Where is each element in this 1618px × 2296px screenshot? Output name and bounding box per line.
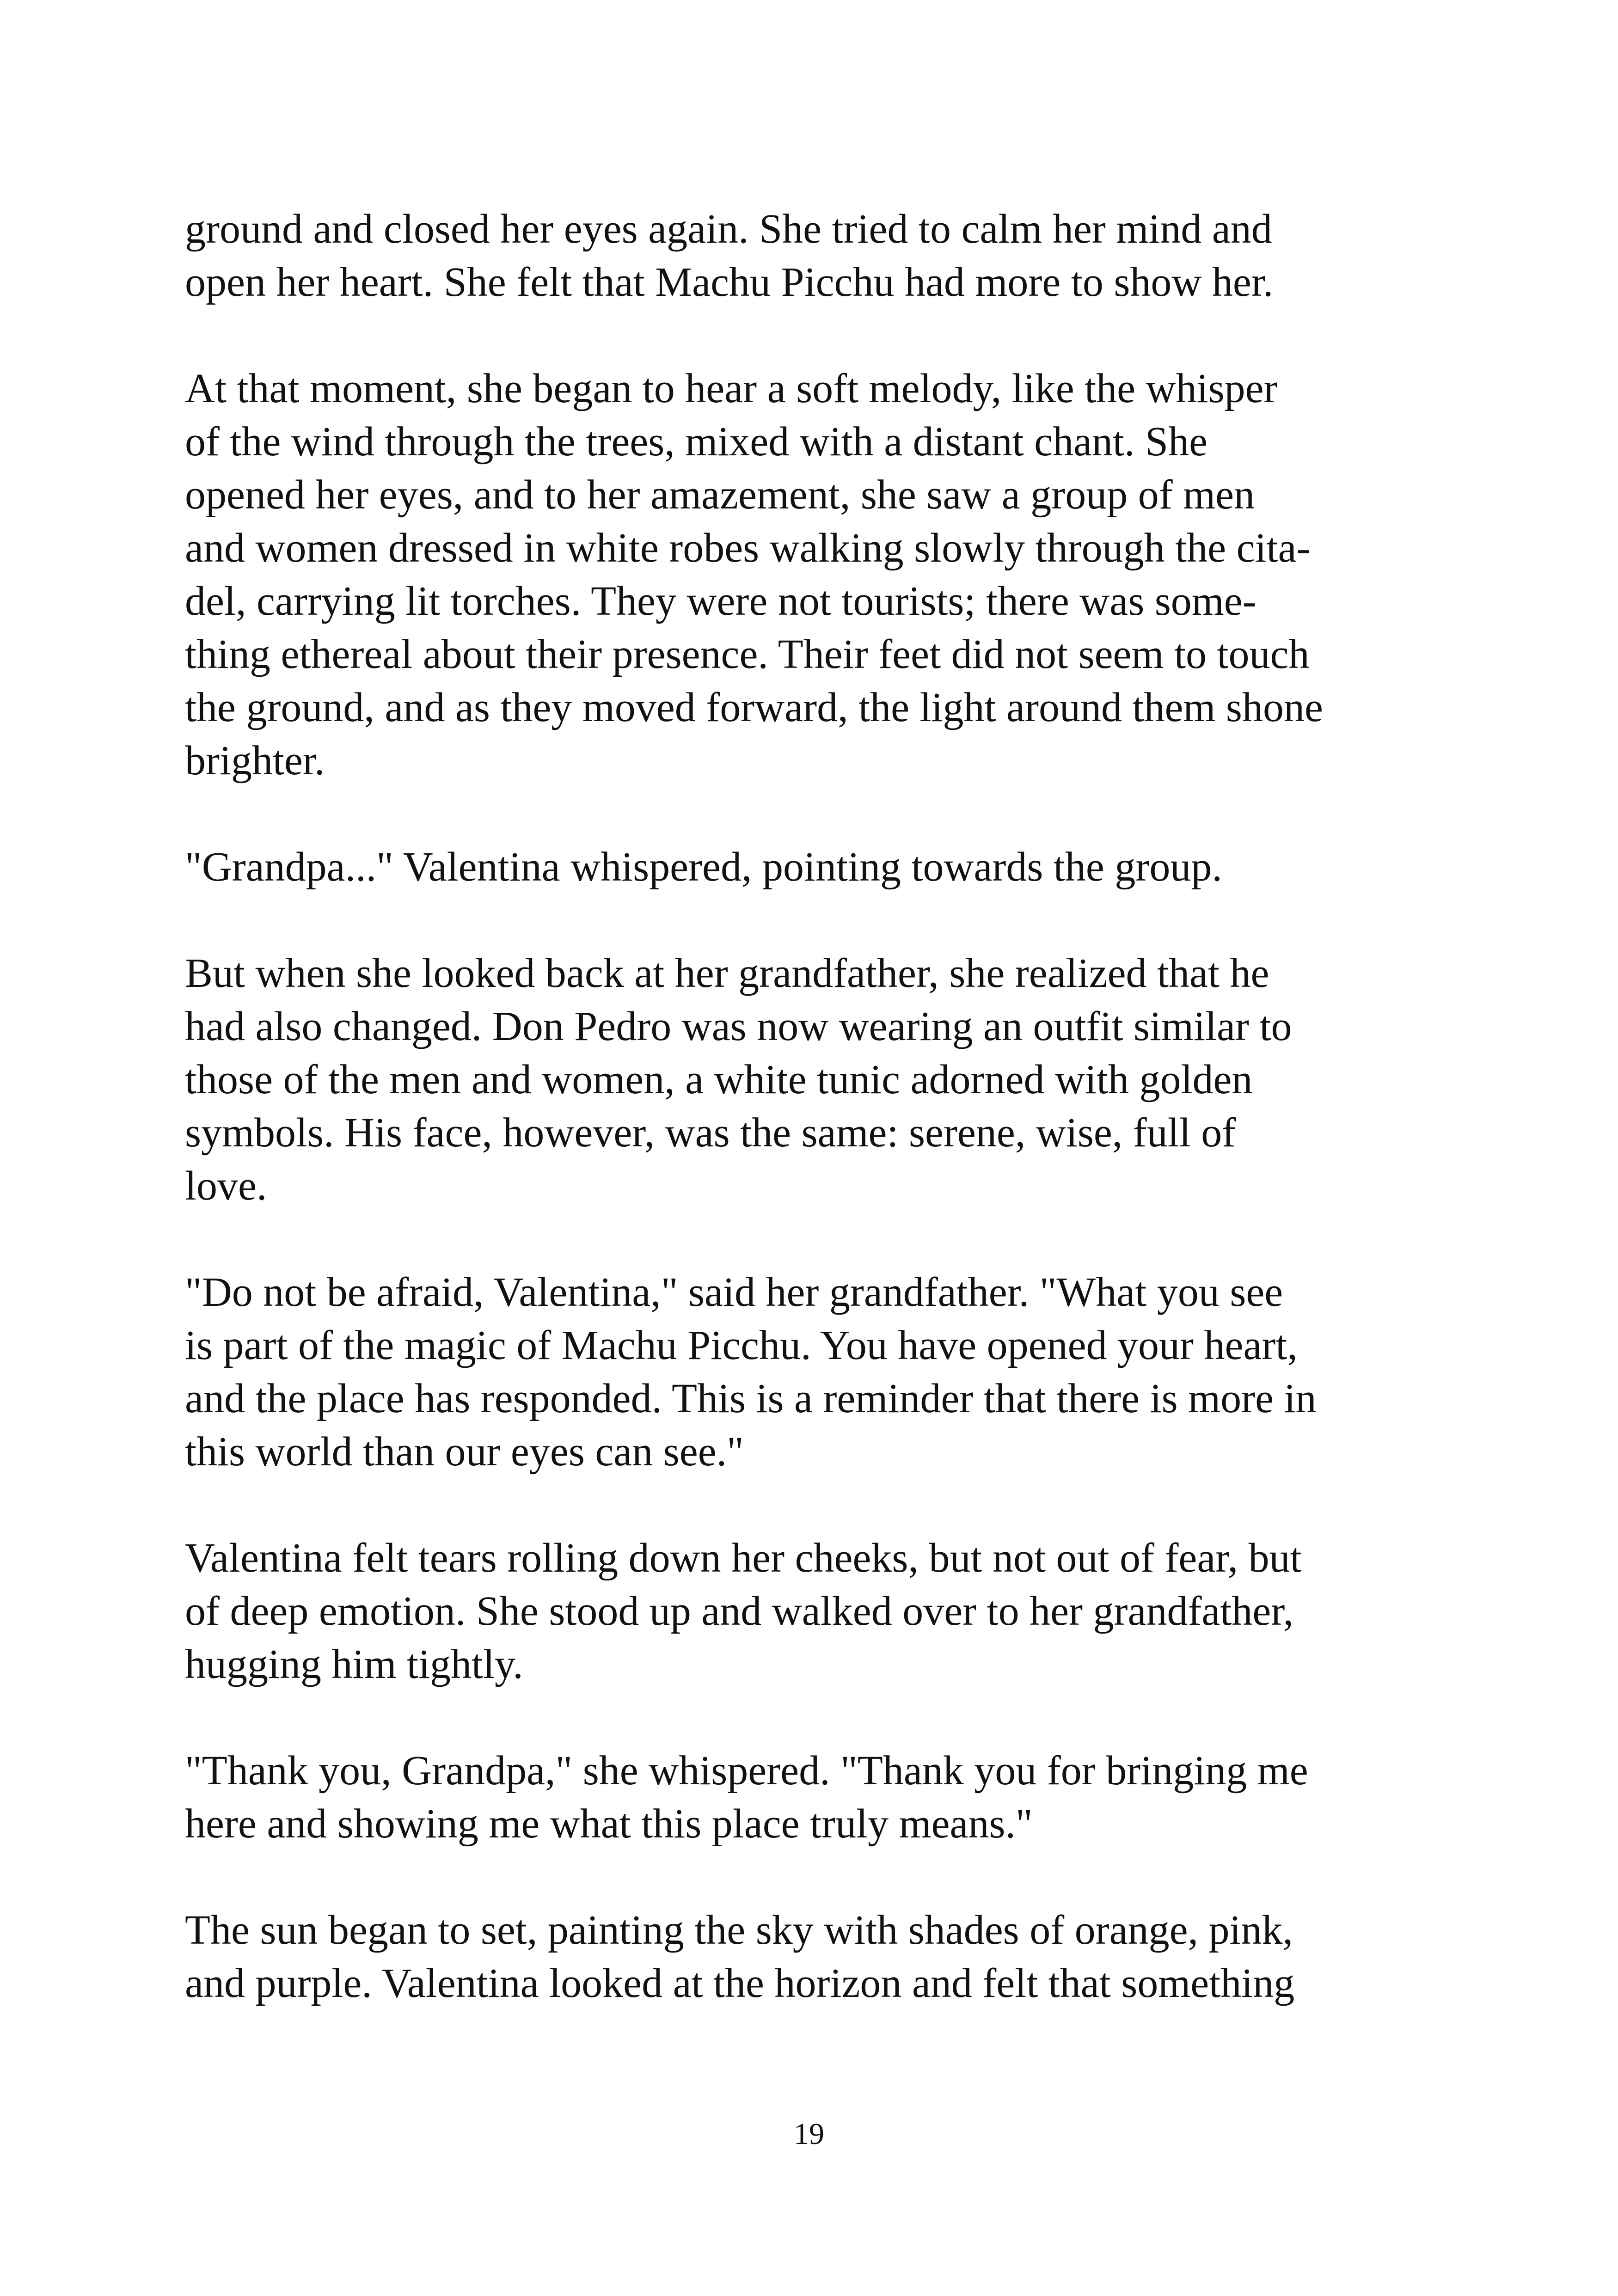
text-line: of the wind through the trees, mixed with a distant chant. She (185, 419, 1208, 465)
text-line: "Grandpa..." Valentina whispered, pointing towards the group. (185, 844, 1222, 890)
paragraph-gap (185, 309, 1456, 362)
text-line: opened her eyes, and to her amazement, she saw a group of men (185, 472, 1255, 518)
paragraph-gap (185, 894, 1456, 947)
paragraph-gap (185, 1691, 1456, 1744)
paragraph-gap (185, 1478, 1456, 1531)
text-line: Valentina felt tears rolling down her cheeks, but not out of fear, but (185, 1535, 1302, 1581)
text-line: of deep emotion. She stood up and walked over to her grandfather, (185, 1588, 1294, 1634)
paragraph-gap (185, 1850, 1456, 1904)
text-line: At that moment, she began to hear a soft melody, like the whisper (185, 366, 1278, 411)
text-line: is part of the magic of Machu Picchu. You have opened your heart, (185, 1322, 1298, 1368)
text-line: ground and closed her eyes again. She tried to calm her mind and (185, 206, 1272, 252)
text-line: the ground, and as they moved forward, the light around them shone (185, 685, 1323, 730)
text-line: thing ethereal about their presence. Their feet did not seem to touch (185, 631, 1310, 677)
paragraph-gap (185, 1212, 1456, 1266)
text-line: those of the men and women, a white tunic adorned with golden (185, 1057, 1253, 1102)
text-line: this world than our eyes can see." (185, 1429, 744, 1475)
paragraph (185, 1531, 1456, 1691)
text-line: symbols. His face, however, was the same: serene, wise, full of (185, 1110, 1236, 1156)
paragraph (185, 1266, 1456, 1478)
text-line: "Do not be afraid, Valentina," said her grandfather. "What you see (185, 1269, 1283, 1315)
text-line: had also changed. Don Pedro was now wearing an outfit similar to (185, 1004, 1292, 1049)
text-line: and purple. Valentina looked at the horizon and felt that something (185, 1960, 1295, 2006)
paragraph (185, 362, 1456, 787)
text-line: here and showing me what this place truly means." (185, 1801, 1033, 1847)
paragraph-gap (185, 787, 1456, 840)
text-line: and women dressed in white robes walking slowly through the cita- (185, 525, 1311, 571)
text-line: The sun began to set, painting the sky with shades of orange, pink, (185, 1907, 1293, 1953)
paragraph (185, 1904, 1456, 2010)
paragraph (185, 1744, 1456, 1850)
text-line: love. (185, 1163, 267, 1209)
paragraph (185, 202, 1456, 309)
text-line: brighter. (185, 738, 325, 784)
text-line: But when she looked back at her grandfather, she realized that he (185, 950, 1269, 996)
page-number: 19 (794, 2117, 824, 2151)
paragraph (185, 947, 1456, 1212)
text-line: and the place has responded. This is a reminder that there is more in (185, 1376, 1317, 1421)
body-text (185, 202, 1456, 2010)
text-line: open her heart. She felt that Machu Picchu had more to show her. (185, 259, 1274, 305)
text-line: "Thank you, Grandpa," she whispered. "Thank you for bringing me (185, 1748, 1308, 1794)
text-line: hugging him tightly. (185, 1641, 523, 1687)
text-line: del, carrying lit torches. They were not tourists; there was some- (185, 578, 1256, 624)
paragraph (185, 840, 1456, 894)
